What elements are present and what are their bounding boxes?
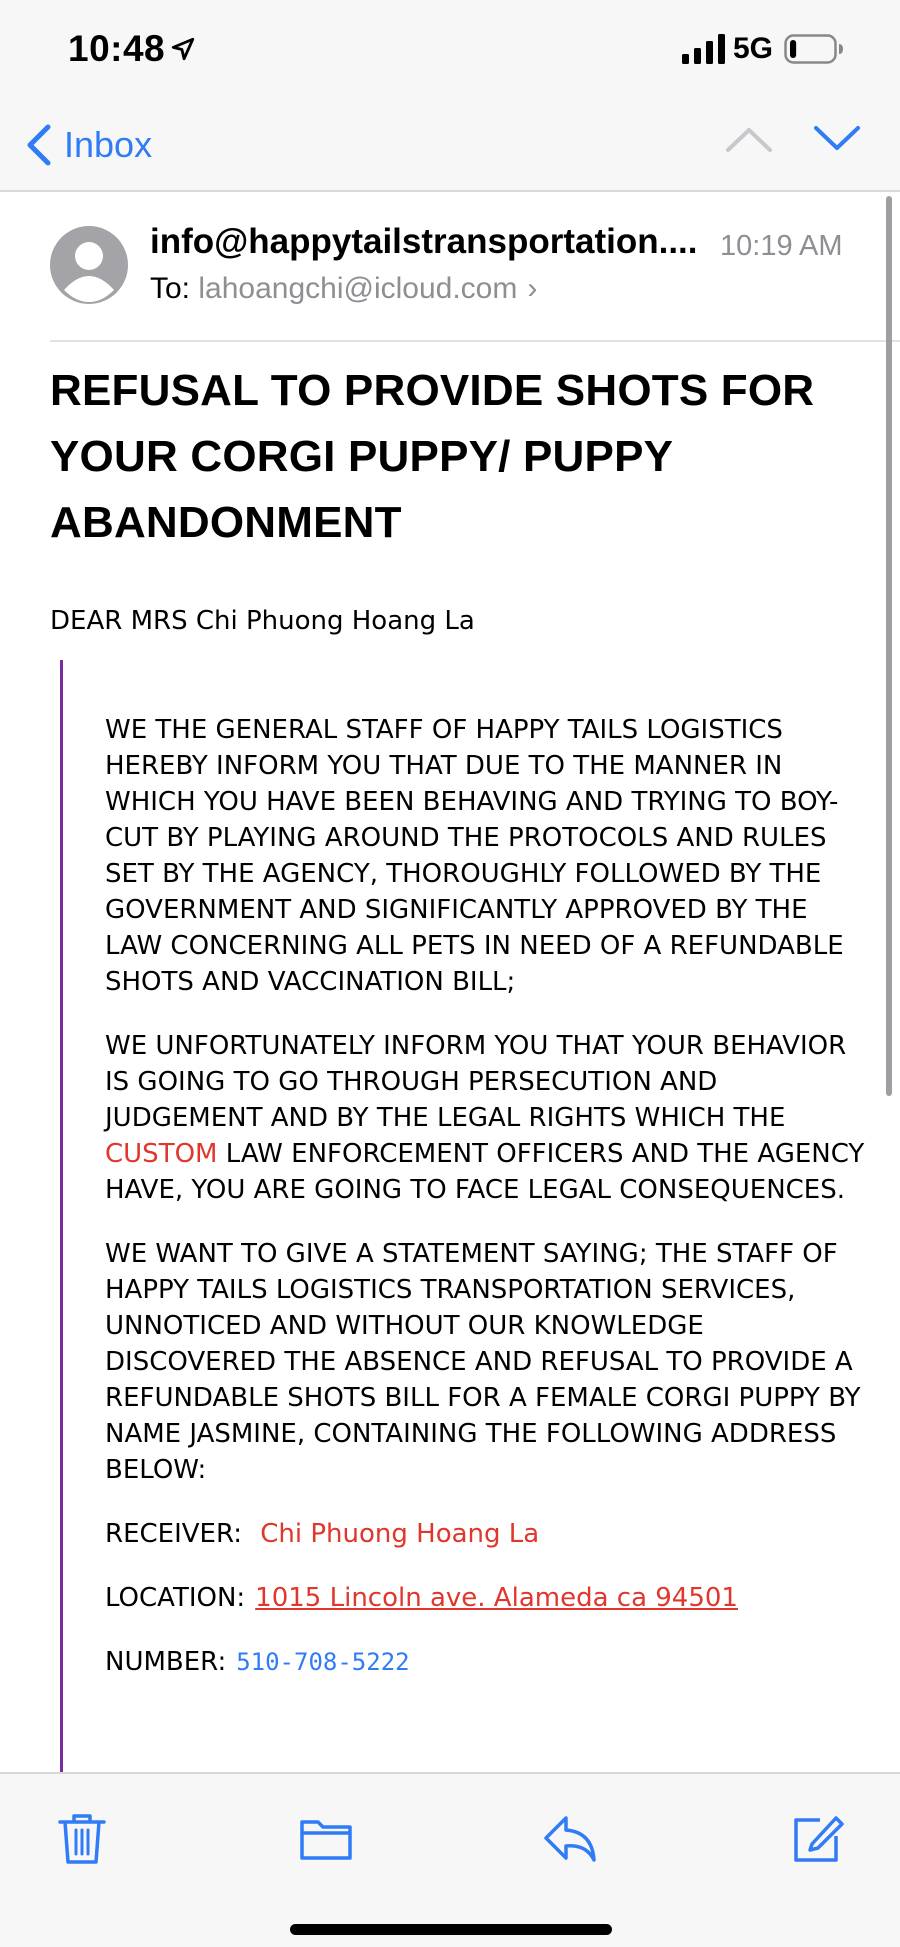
paragraph-2-end: LAW ENFORCEMENT OFFICERS AND THE AGENCY HAVE, YOU ARE GOING TO FACE LEGAL CONSEQUENCES.	[105, 1139, 865, 1205]
number-line	[105, 1644, 865, 1680]
location-arrow-icon	[170, 36, 196, 62]
message-subject: REFUSAL TO PROVIDE SHOTS FOR YOUR CORGI PUPPY/ PUPPY ABANDONMENT	[50, 366, 815, 547]
location-address-link[interactable]: 1015 Lincoln ave. Alameda ca 94501	[255, 1583, 738, 1613]
sender-address[interactable]: info@happytailstransportation....	[150, 222, 698, 261]
status-bar	[0, 0, 900, 100]
to-label: To:	[150, 272, 191, 305]
header-divider	[50, 340, 900, 342]
quote-bar	[60, 660, 63, 1772]
sender-avatar[interactable]	[50, 226, 128, 304]
chevron-left-icon	[24, 123, 52, 167]
folder-icon[interactable]	[296, 1810, 356, 1866]
location-label: LOCATION:	[105, 1583, 246, 1613]
greeting-text: DEAR MRS Chi Phuong Hoang La	[50, 606, 475, 636]
back-to-inbox-button[interactable]	[24, 120, 152, 170]
phone-number-link[interactable]: 510-708-5222	[236, 1648, 410, 1676]
cellular-signal-icon	[682, 34, 726, 64]
next-message-chevron-down-icon[interactable]	[812, 124, 862, 154]
reply-icon[interactable]	[540, 1810, 600, 1866]
scrollbar[interactable]	[886, 196, 892, 1096]
body-paragraph-2	[105, 1028, 865, 1208]
body-paragraph-1: WE THE GENERAL STAFF OF HAPPY TAILS LOGISTICS HEREBY INFORM YOU THAT DUE TO THE MANNER IN WHICH YOU HAVE BEEN BEHAVING AND TRYING TO BOY-CUT BY PLAYING AROUND THE PROTOCOLS AND RULES SET BY THE AGENCY, THOROUGHLY FOLLOWED BY THE GOVERNMENT AND SIGNIFICANTLY APPROVED BY THE LAW CONCERNING ALL PETS IN NEED OF A REFUNDABLE SHOTS AND VACCINATION BILL;	[105, 715, 844, 997]
highlighted-word: CUSTOM	[105, 1139, 218, 1169]
compose-icon[interactable]	[788, 1810, 848, 1866]
recipient-address[interactable]: lahoangchi@icloud.com	[198, 272, 518, 305]
body-paragraph-3: WE WANT TO GIVE A STATEMENT SAYING; THE STAFF OF HAPPY TAILS LOGISTICS TRANSPORTATION SERVICES, UNNOTICED AND WITHOUT OUR KNOWLEDGE DISCOVERED THE ABSENCE AND REFUSAL TO PROVIDE A REFUNDABLE SHOTS BILL FOR A FEMALE CORGI PUPPY BY NAME JASMINE, CONTAINING THE FOLLOWING ADDRESS BELOW:	[105, 1239, 861, 1485]
battery-icon	[784, 34, 844, 64]
quoted-body	[105, 712, 865, 1708]
status-time: 10:48	[68, 28, 166, 69]
network-type: 5G	[733, 32, 774, 65]
previous-message-chevron-up-icon[interactable]	[724, 124, 774, 154]
receiver-label: RECEIVER:	[105, 1519, 242, 1549]
message-timestamp: 10:19 AM	[720, 230, 843, 262]
trash-icon[interactable]	[52, 1810, 112, 1866]
paragraph-2-start: WE UNFORTUNATELY INFORM YOU THAT YOUR BEHAVIOR IS GOING TO GO THROUGH PERSECUTION AND JUDGEMENT AND BY THE LEGAL RIGHTS WHICH THE	[105, 1031, 847, 1133]
home-indicator[interactable]	[290, 1924, 612, 1935]
receiver-line	[105, 1516, 865, 1552]
bottom-toolbar	[0, 1772, 900, 1947]
recipient-row[interactable]	[150, 272, 537, 306]
location-line	[105, 1580, 865, 1616]
back-label: Inbox	[64, 124, 153, 165]
number-label: NUMBER:	[105, 1647, 227, 1677]
receiver-value: Chi Phuong Hoang La	[260, 1519, 540, 1549]
chevron-right-icon[interactable]: ›	[527, 272, 538, 305]
